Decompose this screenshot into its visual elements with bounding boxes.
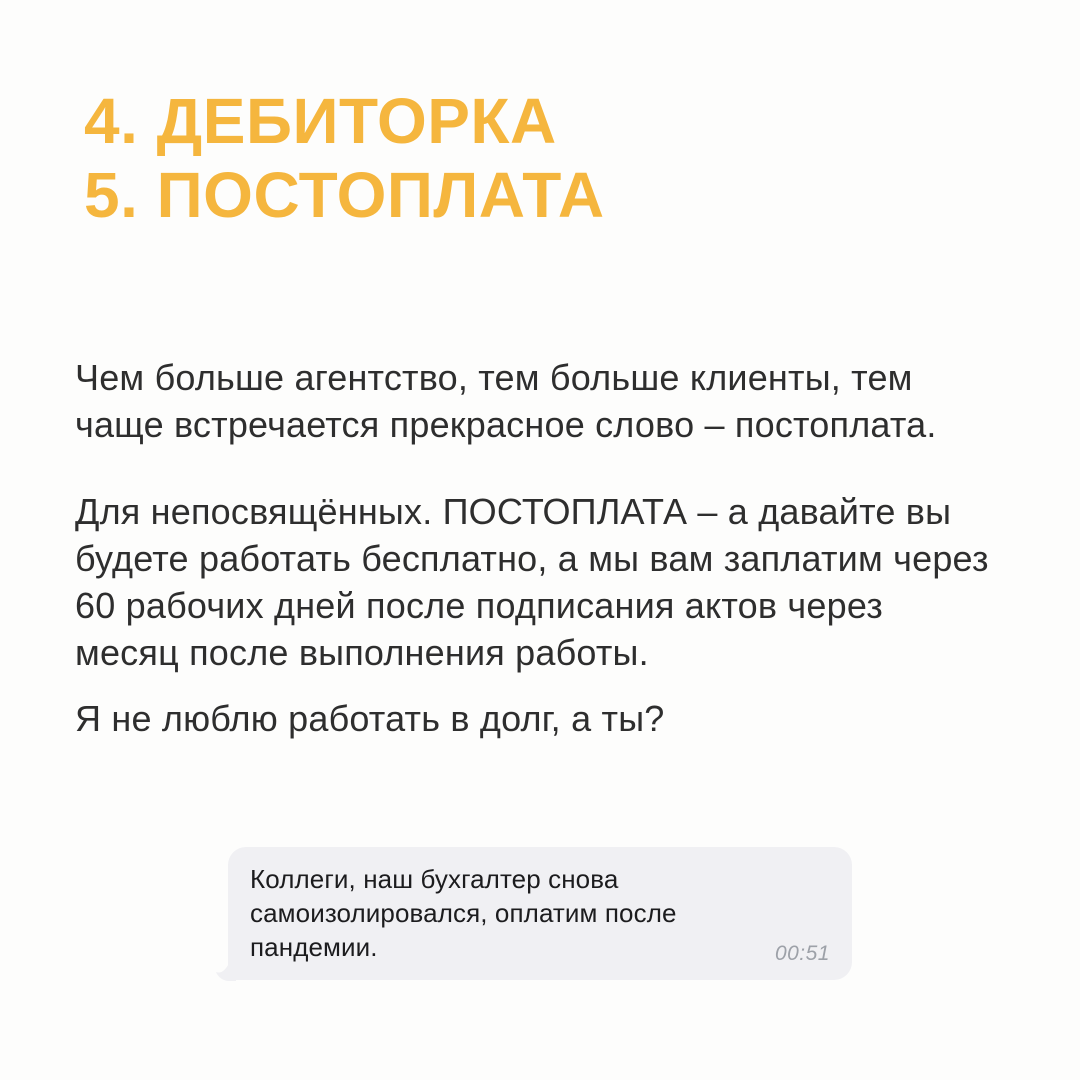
chat-message-bubble [228, 847, 852, 980]
paragraph-question: Я не люблю работать в долг, а ты? [75, 698, 665, 739]
paragraph-definition: Для непосвящённых. ПОСТОПЛАТА – а давайте вы будете работать бесплатно, а мы вам заплатим через 60 рабочих дней после подписания актов через месяц после выполнения работы. [75, 491, 989, 673]
chat-message-timestamp: 00:51 [774, 942, 830, 965]
page-title [84, 84, 605, 232]
heading-line-postoplata: 5. ПОСТОПЛАТА [84, 159, 605, 231]
chat-message-text: Коллеги, наш бухгалтер снова самоизолировался, оплатим после пандемии. [250, 864, 677, 962]
paragraph-intro: Чем больше агентство, тем больше клиенты, тем чаще встречается прекрасное слово – постоплата. [75, 357, 937, 445]
heading-line-debitorka: 4. ДЕБИТОРКА [84, 85, 557, 157]
bubble-tail-icon [216, 957, 236, 981]
